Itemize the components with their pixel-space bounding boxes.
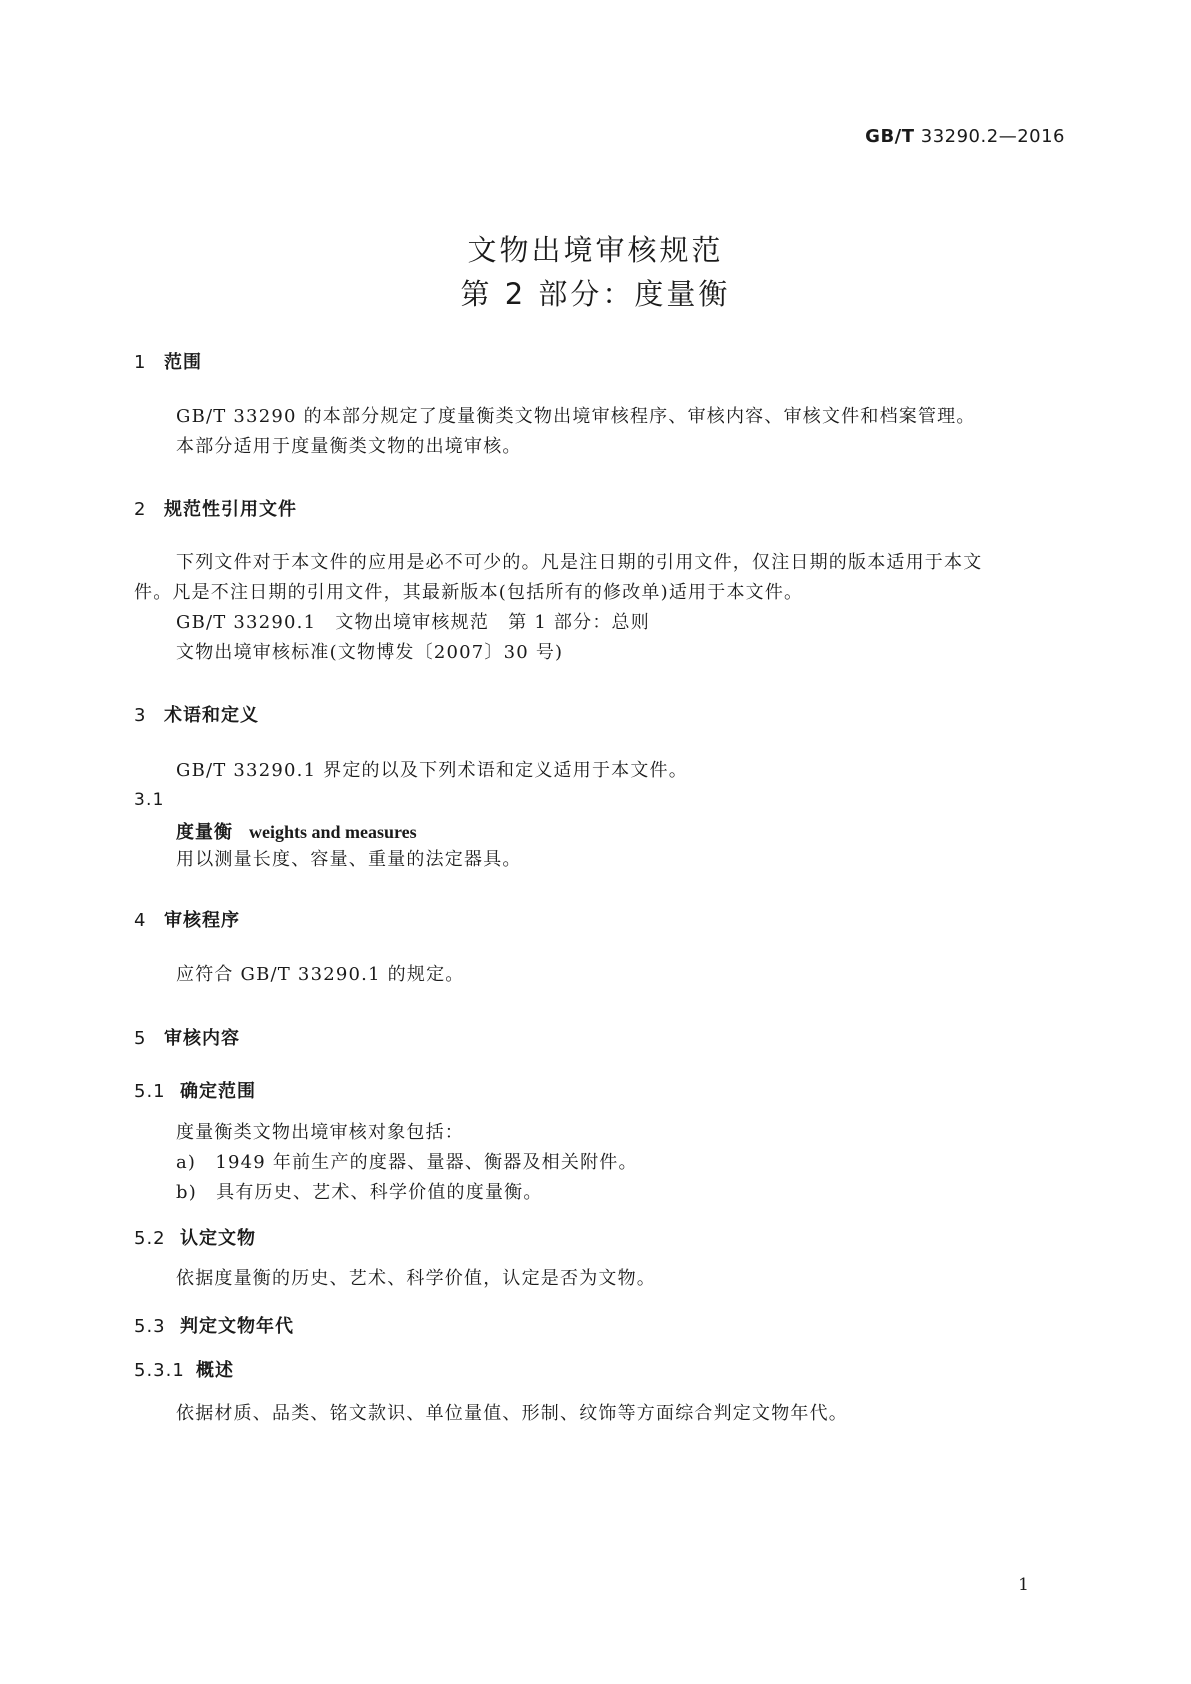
section-title: 判定文物年代	[180, 1316, 294, 1337]
section-number: 5.2	[134, 1228, 166, 1249]
section-number: 5.3	[134, 1316, 166, 1337]
section-number: 5	[134, 1028, 147, 1049]
section-5-3-1-heading	[134, 1356, 234, 1382]
section-title: 确定范围	[180, 1081, 256, 1102]
section-number: 5.1	[134, 1081, 166, 1102]
section-title: 审核程序	[164, 910, 240, 931]
paragraph: 应符合 GB/T 33290.1 的规定。	[176, 964, 465, 985]
standard-code: 33290.2—2016	[914, 126, 1065, 147]
section-5-1-heading	[134, 1077, 256, 1103]
reference-item: GB/T 33290.1 文物出境审核规范 第 1 部分：总则	[176, 612, 650, 633]
section-number: 1	[134, 352, 147, 373]
paragraph: 件。凡是不注日期的引用文件，其最新版本(包括所有的修改单)适用于本文件。	[134, 582, 804, 603]
paragraph: 下列文件对于本文件的应用是必不可少的。凡是注日期的引用文件，仅注日期的版本适用于本文	[176, 552, 983, 573]
document-subtitle: 第 2 部分：度量衡	[460, 277, 731, 311]
document-title: 文物出境审核规范	[467, 233, 724, 267]
term-number: 3.1	[134, 790, 165, 810]
section-5-heading	[134, 1024, 240, 1050]
paragraph: 依据度量衡的历史、艺术、科学价值，认定是否为文物。	[176, 1268, 656, 1289]
section-title: 概述	[196, 1360, 234, 1381]
section-2-heading	[134, 495, 297, 521]
section-title: 术语和定义	[164, 705, 259, 726]
standard-number	[865, 126, 1065, 147]
section-number: 3	[134, 705, 147, 726]
term-entry	[176, 818, 417, 844]
paragraph: GB/T 33290 的本部分规定了度量衡类文物出境审核程序、审核内容、审核文件和档案管理。	[176, 406, 976, 427]
page-number: 1	[1018, 1575, 1029, 1595]
list-item: a) 1949 年前生产的度器、量器、衡器及相关附件。	[176, 1152, 638, 1173]
paragraph: GB/T 33290.1 界定的以及下列术语和定义适用于本文件。	[176, 760, 688, 781]
standard-prefix: GB/T	[865, 126, 915, 147]
term-chinese: 度量衡	[176, 822, 233, 843]
section-title: 范围	[164, 352, 202, 373]
section-5-2-heading	[134, 1224, 256, 1250]
section-title: 规范性引用文件	[164, 499, 297, 520]
reference-item: 文物出境审核标准(文物博发〔2007〕30 号)	[176, 642, 564, 663]
section-title: 审核内容	[164, 1028, 240, 1049]
term-definition: 用以测量长度、容量、重量的法定器具。	[176, 849, 522, 870]
paragraph: 依据材质、品类、铭文款识、单位量值、形制、纹饰等方面综合判定文物年代。	[176, 1403, 848, 1424]
term-english: weights and measures	[249, 822, 417, 842]
section-number: 5.3.1	[134, 1360, 185, 1381]
section-5-3-heading	[134, 1312, 294, 1338]
list-item: b) 具有历史、艺术、科学价值的度量衡。	[176, 1182, 543, 1203]
paragraph: 本部分适用于度量衡类文物的出境审核。	[176, 436, 522, 457]
section-title: 认定文物	[180, 1228, 256, 1249]
section-3-heading	[134, 701, 259, 727]
paragraph: 度量衡类文物出境审核对象包括：	[176, 1122, 464, 1143]
section-number: 4	[134, 910, 147, 931]
section-4-heading	[134, 906, 240, 932]
section-1-heading	[134, 348, 202, 374]
section-number: 2	[134, 499, 147, 520]
